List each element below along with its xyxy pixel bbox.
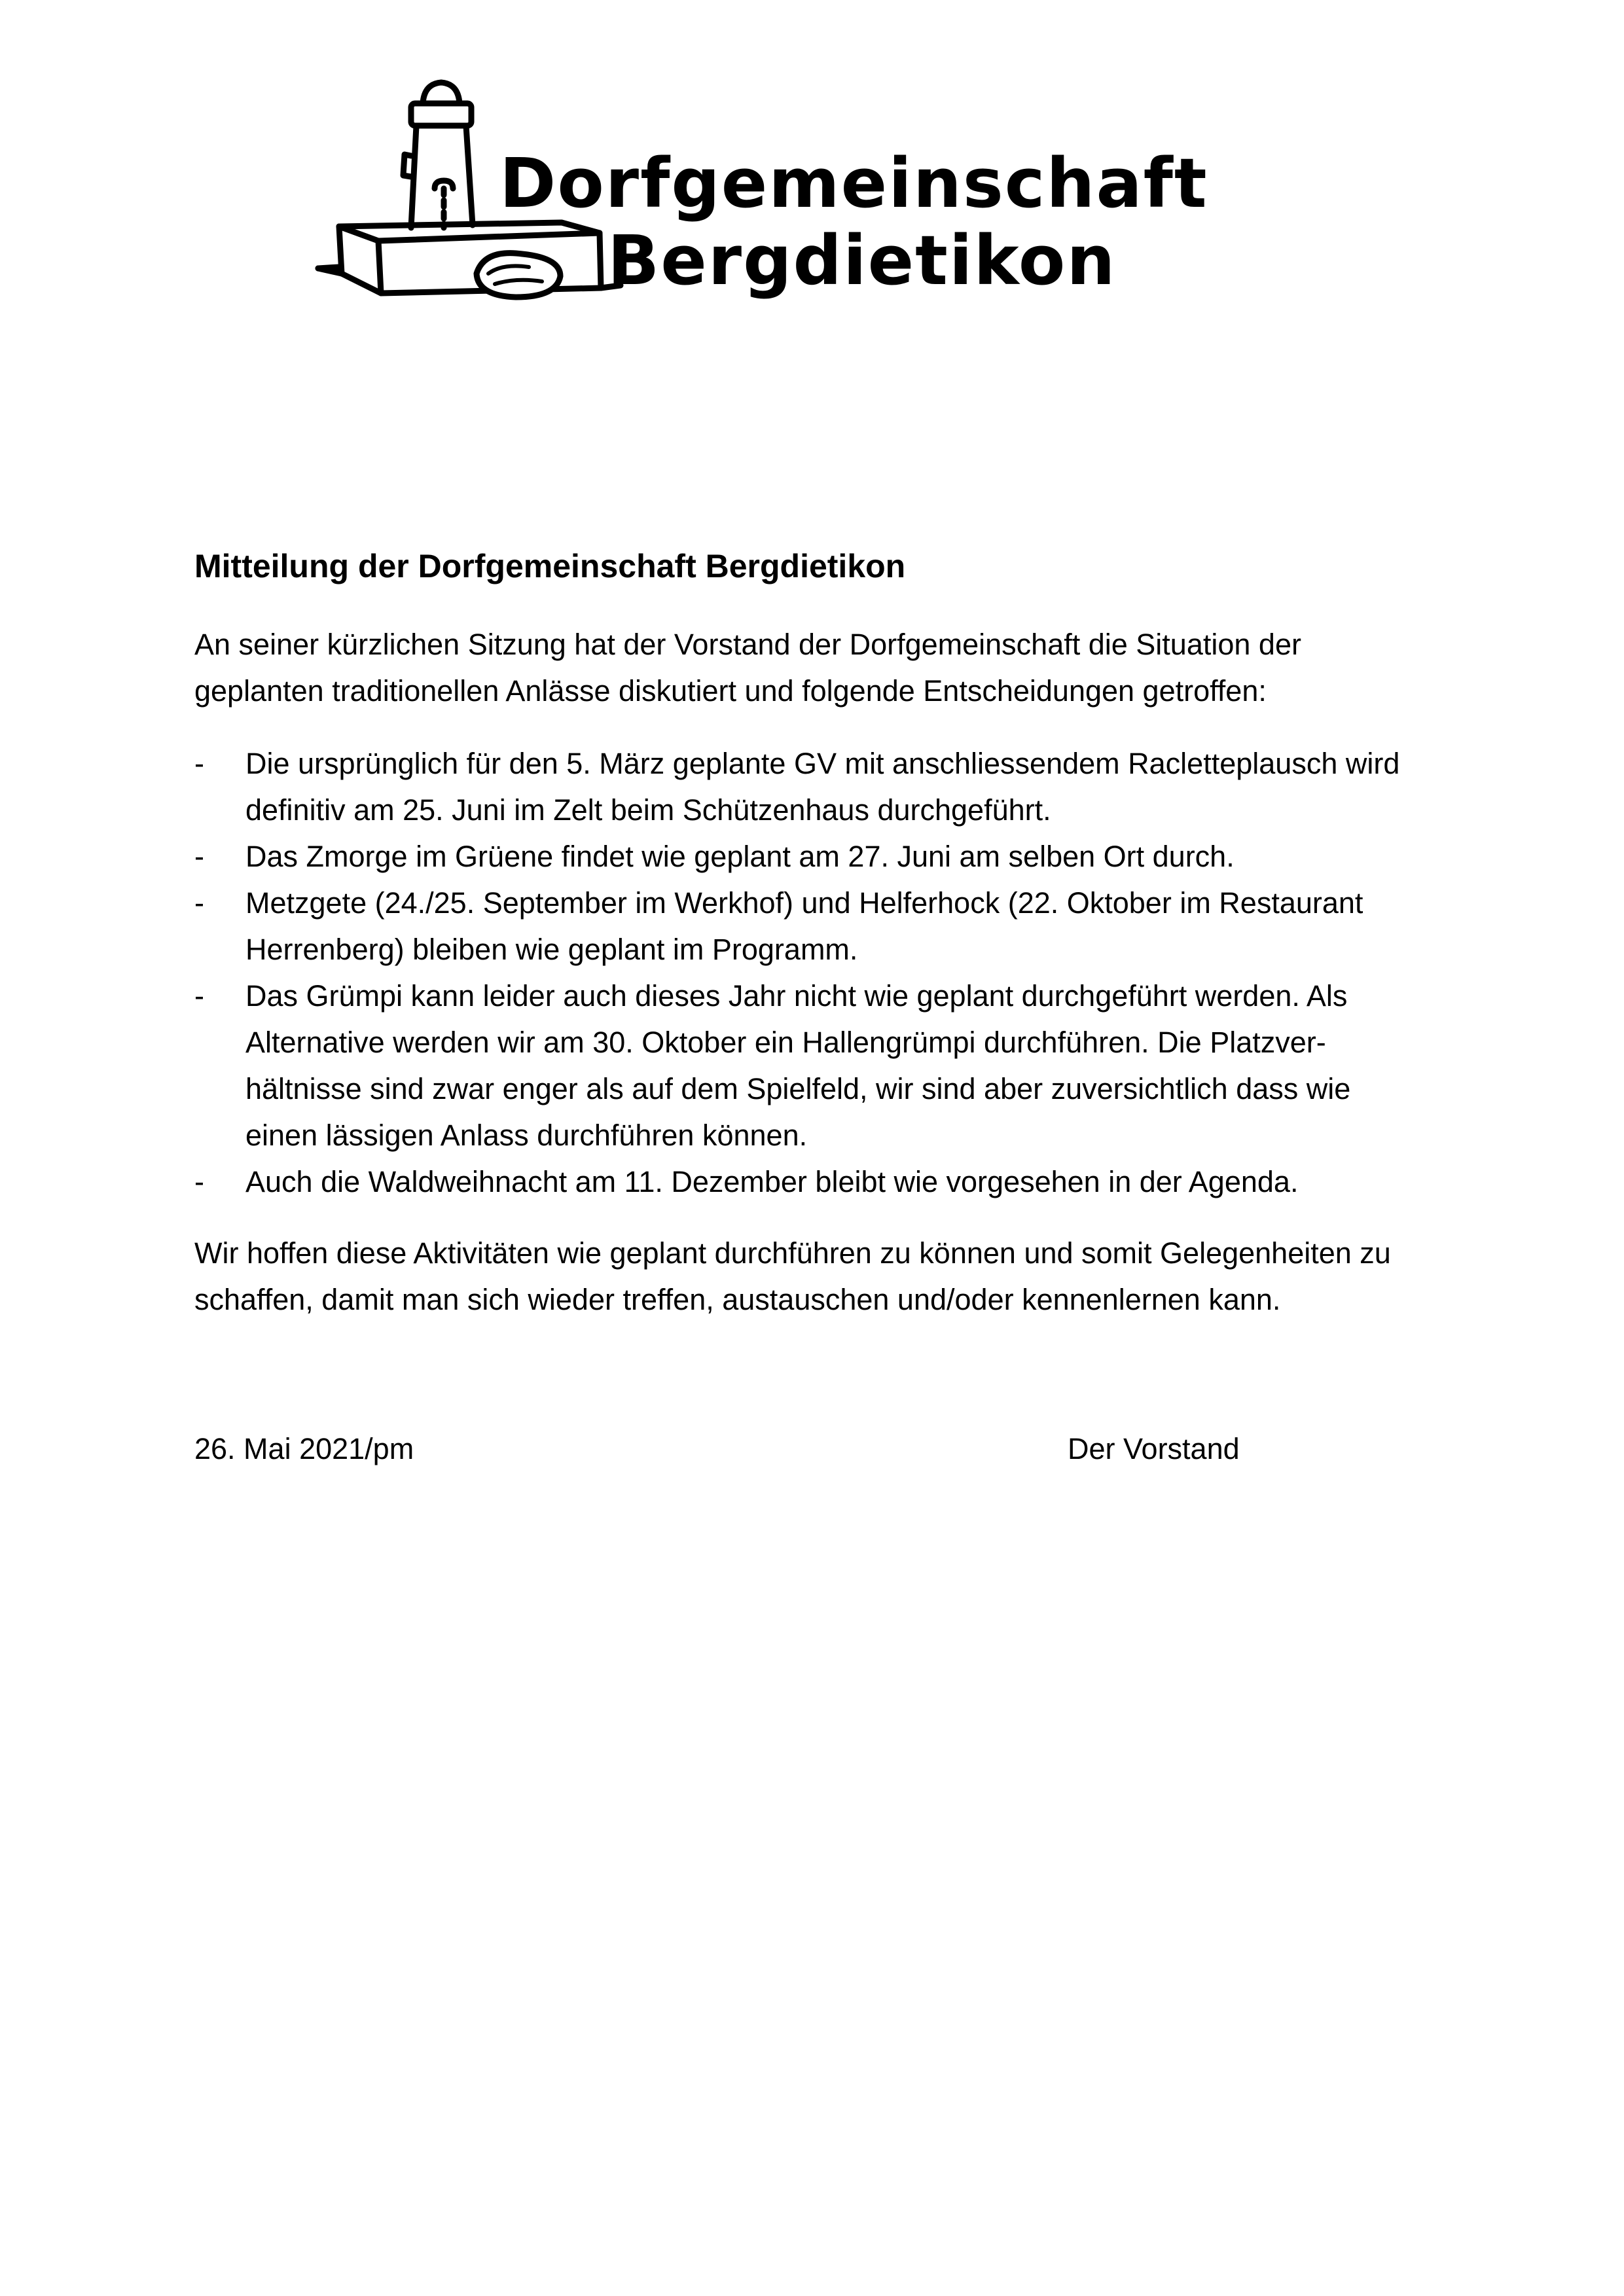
list-item: [194, 833, 1458, 880]
list-item-line: Auch die Waldweihnacht am 11. Dezember bleibt wie vorgesehen in der Agenda.: [245, 1165, 1299, 1198]
closing-line: schaffen, damit man sich wieder treffen, austauschen und/oder kennenlernen kann.: [194, 1283, 1281, 1316]
list-item-line: einen lässigen Anlass durchführen können.: [245, 1119, 808, 1152]
list-dash: -: [194, 840, 204, 873]
list-item: [194, 880, 1458, 973]
closing-paragraph: [194, 1230, 1458, 1323]
letter-title: Mitteilung der Dorfgemeinschaft Bergdietikon: [194, 548, 906, 584]
list-item: [194, 1158, 1458, 1205]
list-item-line: Das Zmorge im Grüene findet wie geplant am 27. Juni am selben Ort durch.: [245, 840, 1235, 873]
list-item-line: hältnisse sind zwar enger als auf dem Spielfeld, wir sind aber zuversichtlich dass wie: [245, 1072, 1351, 1105]
list-item-line: Herrenberg) bleiben wie geplant im Programm.: [245, 933, 858, 966]
list-dash: -: [194, 886, 204, 920]
list-item: [194, 973, 1458, 1158]
closing-line: Wir hoffen diese Aktivitäten wie geplant durchführen zu können und somit Gelegenheiten zu: [194, 1236, 1391, 1270]
list-item-line: Die ursprünglich für den 5. März geplante GV mit anschliessendem Racletteplausch wird: [245, 747, 1400, 780]
list-item: [194, 740, 1458, 833]
list-dash: -: [194, 979, 204, 1013]
logo: [313, 77, 1308, 319]
list-dash: -: [194, 747, 204, 780]
letter-signature: Der Vorstand: [1068, 1432, 1240, 1465]
list-item-line: Metzgete (24./25. September im Werkhof) und Helferhock (22. Oktober im Restaurant: [245, 886, 1363, 920]
intro-line: geplanten traditionellen Anlässe diskutiert und folgende Entscheidungen getroffen:: [194, 674, 1267, 708]
intro-line: An seiner kürzlichen Sitzung hat der Vorstand der Dorfgemeinschaft die Situation der: [194, 628, 1301, 661]
list-item-line: Das Grümpi kann leider auch dieses Jahr nicht wie geplant durchgeführt werden. Als: [245, 979, 1348, 1013]
list-dash: -: [194, 1165, 204, 1198]
list-item-line: Alternative werden wir am 30. Oktober ein Hallengrümpi durchführen. Die Platzver-: [245, 1026, 1326, 1059]
letter-body: [194, 543, 1458, 1323]
intro-paragraph: [194, 621, 1458, 714]
list-item-line: definitiv am 25. Juni im Zelt beim Schützenhaus durchgeführt.: [245, 793, 1051, 827]
letter-date: 26. Mai 2021/pm: [194, 1432, 414, 1465]
logo-text-line1: Dorfgemeinschaft: [499, 143, 1208, 223]
logo-text-line2: Bergdietikon: [607, 221, 1117, 300]
decision-list: [194, 740, 1458, 1205]
